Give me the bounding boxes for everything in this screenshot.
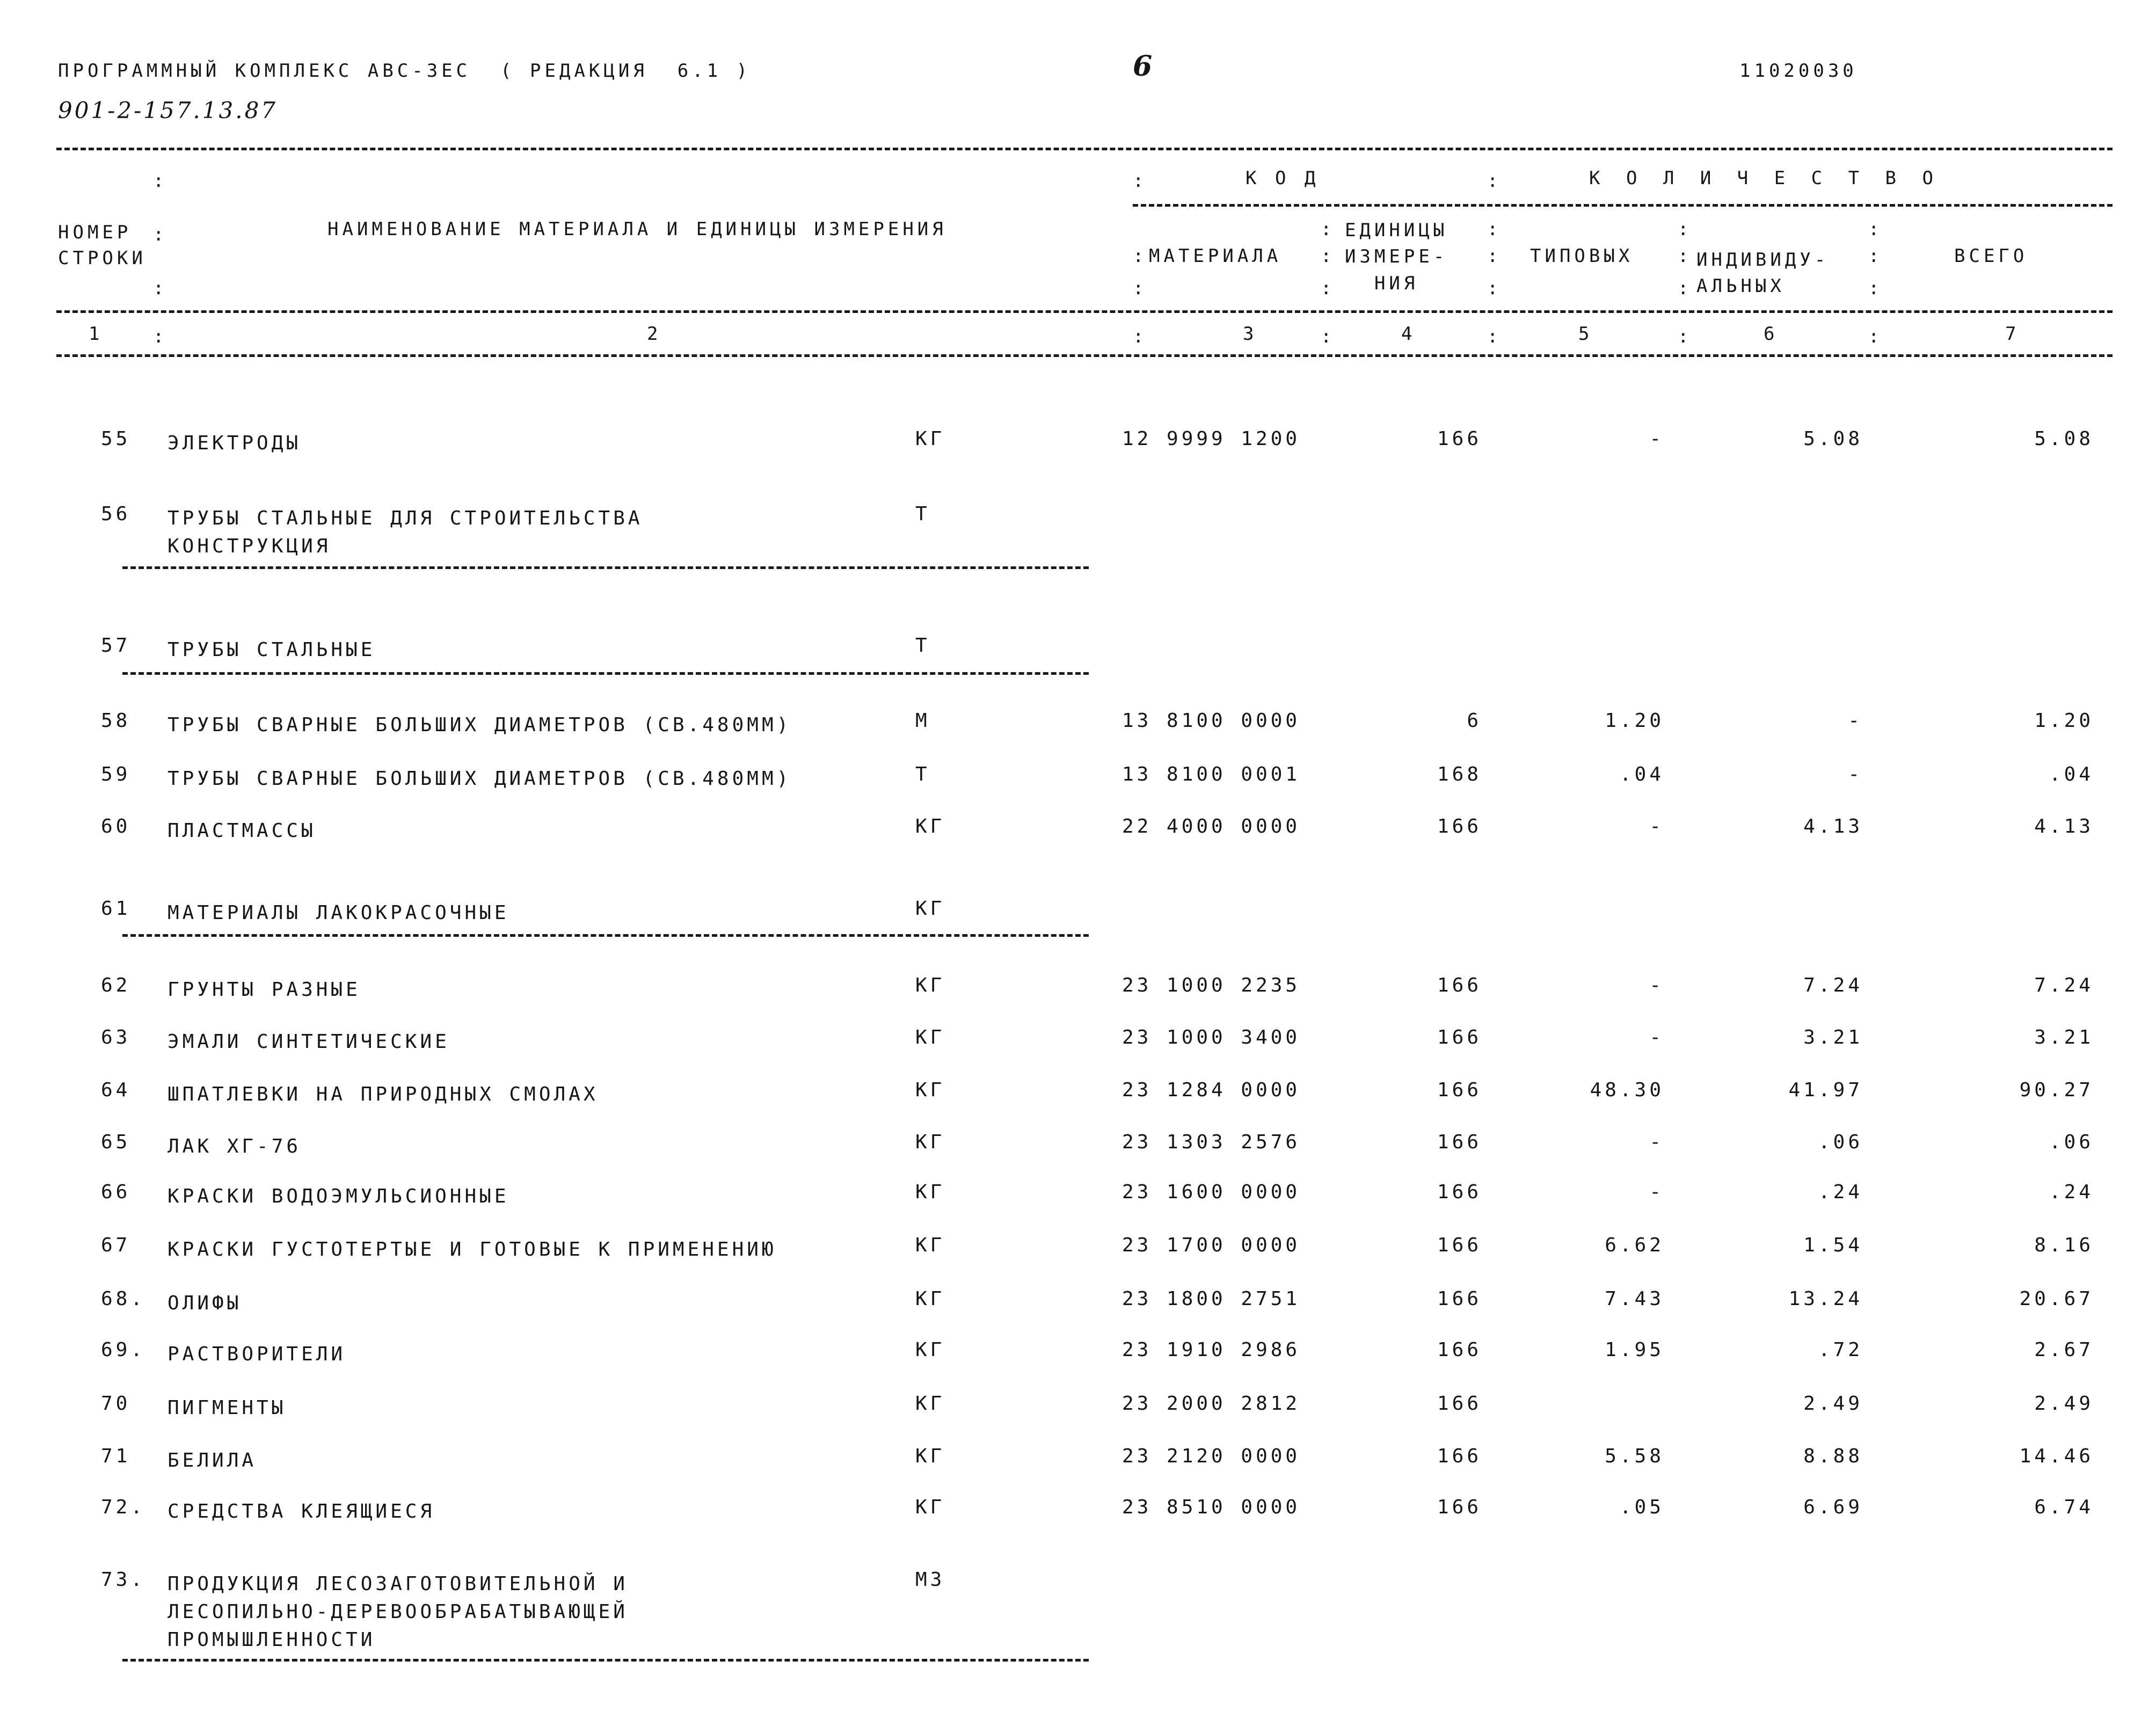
quantity-total: 2.67 [2034, 1339, 2094, 1361]
material-name: ПИГМЕНТЫ [167, 1397, 287, 1419]
unit: КГ [915, 1234, 945, 1256]
quantity-total: .04 [2049, 763, 2094, 785]
unit-code: 166 [1437, 1234, 1482, 1256]
col-number: 3 [1243, 323, 1258, 345]
row-number: 60 [101, 815, 131, 837]
col-separator: : [1487, 245, 1498, 267]
col-separator: : [153, 170, 164, 192]
unit-code: 166 [1437, 1131, 1482, 1153]
material-code: 23 8510 0000 [1122, 1496, 1301, 1518]
row-number: 69. [101, 1339, 146, 1361]
material-code: 22 4000 0000 [1122, 815, 1301, 837]
col-separator: : [1133, 245, 1144, 267]
row-number: 62 [101, 974, 131, 996]
col-number: 5 [1578, 323, 1593, 345]
material-code: 13 8100 0001 [1122, 763, 1301, 785]
row-number: 55 [101, 428, 131, 450]
quantity-typical: - [1649, 428, 1664, 450]
unit: КГ [915, 898, 945, 920]
unit: КГ [915, 1131, 945, 1153]
material-name: КРАСКИ ВОДОЭМУЛЬСИОННЫЕ [167, 1185, 509, 1207]
col-number: 4 [1401, 323, 1416, 345]
group-underline [122, 566, 1089, 569]
unit-code: 166 [1437, 1181, 1482, 1203]
quantity-typical: 1.95 [1605, 1339, 1664, 1361]
unit: КГ [915, 1288, 945, 1310]
header-mid-rule [56, 310, 2113, 313]
quantity-total: 6.74 [2034, 1496, 2094, 1518]
unit: М [915, 710, 930, 732]
unit: КГ [915, 1181, 945, 1203]
quantity-individual: 7.24 [1803, 974, 1863, 996]
col-separator: : [1487, 326, 1498, 347]
col-separator: : [1487, 170, 1498, 192]
col-total-label: ВСЕГО [1954, 245, 2028, 267]
row-number: 67 [101, 1234, 131, 1256]
unit: Т [915, 503, 930, 525]
unit-code: 166 [1437, 815, 1482, 837]
material-name: ЭМАЛИ СИНТЕТИЧЕСКИЕ [167, 1031, 450, 1053]
quantity-total: 4.13 [2034, 815, 2094, 837]
quantity-individual: .24 [1818, 1181, 1863, 1203]
col-number: 2 [647, 323, 662, 345]
handwritten-reference: 901-2-157.13.87 [58, 97, 278, 123]
quantity-total: 90.27 [2019, 1079, 2094, 1101]
quantity-typical: - [1649, 1181, 1664, 1203]
col-row-number-label: НОМЕР СТРОКИ [58, 222, 147, 269]
quantity-individual: - [1848, 763, 1863, 785]
quantity-total: .24 [2049, 1181, 2094, 1203]
program-title: ПРОГРАММНЫЙ КОМПЛЕКС АВС-3ЕС ( РЕДАКЦИЯ 6.1 ) [58, 60, 752, 82]
quantity-group-label: К О Л И Ч Е С Т В О [1589, 167, 1941, 189]
col-individual-label: ИНДИВИДУ- АЛЬНЫХ [1696, 249, 1830, 297]
unit-code: 166 [1437, 1079, 1482, 1101]
unit: КГ [915, 815, 945, 837]
col-material-code-label: МАТЕРИАЛА [1149, 245, 1282, 267]
row-number: 70 [101, 1393, 131, 1415]
col-number: 7 [2005, 323, 2020, 345]
quantity-typical: - [1649, 1131, 1664, 1153]
col-typical-label: ТИПОВЫХ [1530, 245, 1634, 267]
quantity-individual: - [1848, 710, 1863, 732]
col-separator: : [1321, 245, 1332, 267]
quantity-typical: .05 [1619, 1496, 1664, 1518]
col-separator: : [1133, 170, 1144, 192]
material-name: ГРУНТЫ РАЗНЫЕ [167, 979, 361, 1001]
col-separator: : [153, 326, 164, 347]
header-bottom-rule [56, 354, 2113, 357]
code-group-label: К О Д [1245, 167, 1320, 189]
material-code: 23 1284 0000 [1122, 1079, 1301, 1101]
unit-code: 166 [1437, 1445, 1482, 1467]
material-name: СРЕДСТВА КЛЕЯЩИЕСЯ [167, 1500, 435, 1522]
material-code: 23 1000 3400 [1122, 1026, 1301, 1048]
unit-code: 166 [1437, 1288, 1482, 1310]
unit: КГ [915, 428, 945, 450]
quantity-typical: 6.62 [1605, 1234, 1664, 1256]
quantity-typical: 1.20 [1605, 710, 1664, 732]
quantity-individual: 5.08 [1803, 428, 1863, 450]
quantity-typical: - [1649, 815, 1664, 837]
row-number: 58 [101, 710, 131, 732]
col-separator: : [1868, 245, 1880, 267]
quantity-individual: 2.49 [1803, 1393, 1863, 1415]
material-code: 23 1600 0000 [1122, 1181, 1301, 1203]
material-code: 23 1000 2235 [1122, 974, 1301, 996]
quantity-total: 2.49 [2034, 1393, 2094, 1415]
quantity-individual: 3.21 [1803, 1026, 1863, 1048]
row-number: 59 [101, 763, 131, 785]
row-number: 66 [101, 1181, 131, 1203]
material-name: БЕЛИЛА [167, 1449, 257, 1471]
col-separator: : [1678, 245, 1689, 267]
col-separator: : [1321, 326, 1332, 347]
material-code: 23 1910 2986 [1122, 1339, 1301, 1361]
quantity-total: 20.67 [2019, 1288, 2094, 1310]
document-code: 11020030 [1739, 60, 1858, 82]
col-separator: : [1321, 278, 1332, 299]
row-number: 68. [101, 1288, 146, 1310]
col-separator: : [1868, 218, 1880, 240]
col-separator: : [1868, 278, 1880, 299]
quantity-total: .06 [2049, 1131, 2094, 1153]
quantity-typical: 7.43 [1605, 1288, 1664, 1310]
col-separator: : [1678, 278, 1689, 299]
col-name-label: НАИМЕНОВАНИЕ МАТЕРИАЛА И ЕДИНИЦЫ ИЗМЕРЕНИЯ [327, 218, 947, 240]
material-name: ПЛАСТМАССЫ [167, 820, 316, 842]
group-underline [122, 1659, 1089, 1662]
row-number: 71 [101, 1445, 131, 1467]
quantity-total: 8.16 [2034, 1234, 2094, 1256]
col-separator: : [1678, 218, 1689, 240]
unit-code: 166 [1437, 974, 1482, 996]
material-name: МАТЕРИАЛЫ ЛАКОКРАСОЧНЫЕ [167, 902, 509, 924]
material-name: ОЛИФЫ [167, 1292, 242, 1314]
row-number: 63 [101, 1026, 131, 1048]
quantity-typical: - [1649, 1026, 1664, 1048]
material-name: ПРОДУКЦИЯ ЛЕСОЗАГОТОВИТЕЛЬНОЙ И ЛЕСОПИЛЬНО-ДЕРЕВООБРАБАТЫВАЮЩЕЙ ПРОМЫШЛЕННОСТИ [167, 1573, 628, 1651]
material-name: ТРУБЫ СВАРНЫЕ БОЛЬШИХ ДИАМЕТРОВ (СВ.480ММ) [167, 714, 792, 736]
quantity-total: 7.24 [2034, 974, 2094, 996]
quantity-total: 14.46 [2019, 1445, 2094, 1467]
quantity-individual: .06 [1818, 1131, 1863, 1153]
quantity-individual: 41.97 [1788, 1079, 1863, 1101]
material-name: ЛАК ХГ-76 [167, 1135, 302, 1157]
col-separator: : [1321, 218, 1332, 240]
row-number: 56 [101, 503, 131, 525]
row-number: 65 [101, 1131, 131, 1153]
material-code: 23 1700 0000 [1122, 1234, 1301, 1256]
material-name: КРАСКИ ГУСТОТЕРТЫЕ И ГОТОВЫЕ К ПРИМЕНЕНИЮ [167, 1239, 777, 1261]
col-separator: : [1487, 278, 1498, 299]
unit: КГ [915, 1445, 945, 1467]
material-code: 12 9999 1200 [1122, 428, 1301, 450]
material-name: ТРУБЫ СТАЛЬНЫЕ ДЛЯ СТРОИТЕЛЬСТВА КОНСТРУКЦИЯ [167, 507, 643, 558]
quantity-typical: - [1649, 974, 1664, 996]
col-number: 1 [89, 323, 104, 345]
unit: М3 [915, 1569, 945, 1591]
quantity-typical: .04 [1619, 763, 1664, 785]
group-underline [122, 934, 1089, 937]
unit: КГ [915, 1079, 945, 1101]
quantity-individual: 6.69 [1803, 1496, 1863, 1518]
col-separator: : [153, 278, 164, 299]
quantity-total: 3.21 [2034, 1026, 2094, 1048]
material-code: 23 2000 2812 [1122, 1393, 1301, 1415]
page-number: 6 [1133, 50, 1155, 83]
col-separator: : [1487, 218, 1498, 240]
quantity-typical: 48.30 [1590, 1079, 1664, 1101]
row-number: 57 [101, 635, 131, 657]
unit-code: 168 [1437, 763, 1482, 785]
header-group-rule [1133, 204, 2113, 207]
unit-code: 6 [1467, 710, 1482, 732]
quantity-total: 5.08 [2034, 428, 2094, 450]
unit-code: 166 [1437, 1496, 1482, 1518]
row-number: 73. [101, 1569, 146, 1591]
quantity-individual: .72 [1818, 1339, 1863, 1361]
col-separator: : [1868, 326, 1880, 347]
row-number: 61 [101, 898, 131, 920]
material-code: 23 2120 0000 [1122, 1445, 1301, 1467]
unit: Т [915, 763, 930, 785]
row-number: 72. [101, 1496, 146, 1518]
material-name: РАСТВОРИТЕЛИ [167, 1343, 346, 1365]
col-unit-code-label: ЕДИНИЦЫ ИЗМЕРЕ- НИЯ [1345, 220, 1448, 294]
unit-code: 166 [1437, 1026, 1482, 1048]
material-name: ТРУБЫ СТАЛЬНЫЕ [167, 639, 376, 661]
header-top-rule [56, 148, 2113, 150]
unit: КГ [915, 1393, 945, 1415]
unit-code: 166 [1437, 428, 1482, 450]
quantity-individual: 13.24 [1788, 1288, 1863, 1310]
col-number: 6 [1764, 323, 1779, 345]
quantity-individual: 4.13 [1803, 815, 1863, 837]
col-separator: : [1133, 278, 1144, 299]
material-code: 23 1800 2751 [1122, 1288, 1301, 1310]
unit: КГ [915, 1026, 945, 1048]
material-code: 13 8100 0000 [1122, 710, 1301, 732]
unit-code: 166 [1437, 1393, 1482, 1415]
unit-code: 166 [1437, 1339, 1482, 1361]
material-name: ТРУБЫ СВАРНЫЕ БОЛЬШИХ ДИАМЕТРОВ (СВ.480ММ) [167, 768, 792, 790]
col-separator: : [153, 224, 164, 245]
unit: КГ [915, 974, 945, 996]
quantity-total: 1.20 [2034, 710, 2094, 732]
unit: Т [915, 635, 930, 657]
quantity-individual: 1.54 [1803, 1234, 1863, 1256]
col-separator: : [1133, 326, 1144, 347]
col-separator: : [1678, 326, 1689, 347]
group-underline [122, 672, 1089, 675]
unit: КГ [915, 1496, 945, 1518]
material-name: ЭЛЕКТРОДЫ [167, 432, 302, 454]
row-number: 64 [101, 1079, 131, 1101]
quantity-typical: 5.58 [1605, 1445, 1664, 1467]
material-name: ШПАТЛЕВКИ НА ПРИРОДНЫХ СМОЛАХ [167, 1083, 599, 1105]
quantity-individual: 8.88 [1803, 1445, 1863, 1467]
unit: КГ [915, 1339, 945, 1361]
material-code: 23 1303 2576 [1122, 1131, 1301, 1153]
